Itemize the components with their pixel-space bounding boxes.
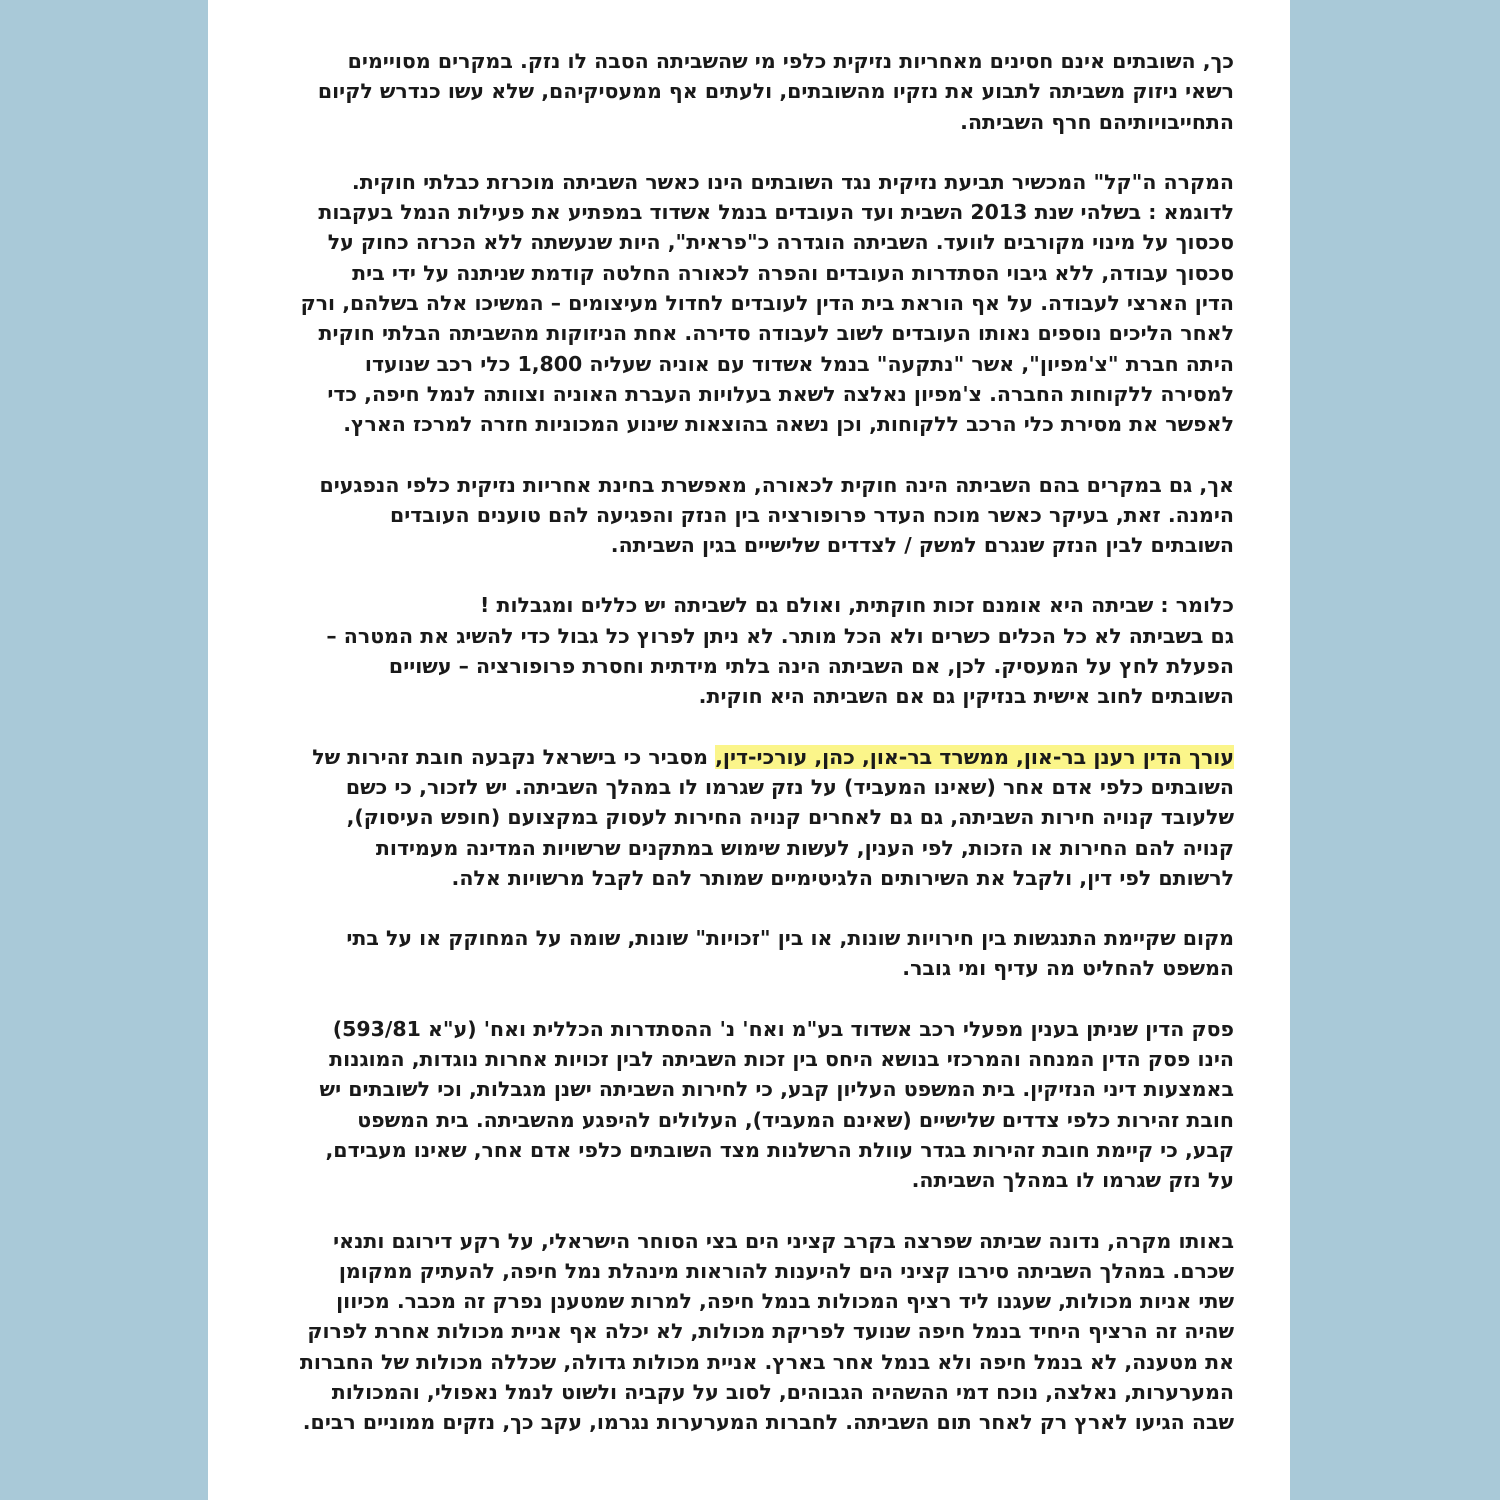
text-line: המערערות, נאלצה, נוכח דמי ההשהיה הגבוהים, לסוב על עקביה ולשוט לנמל נאפולי, והמכולות <box>331 1379 1234 1404</box>
text-line: המשפט להחליט מה עדיף ומי גובר. <box>902 956 1234 981</box>
paragraph-3 <box>256 470 1234 561</box>
text-line: קנויה להם החירות או הזכות, לפי הענין, לעשות שימוש במתקנים שרשויות המדינה מעמידות <box>375 835 1234 860</box>
paragraph-8 <box>256 1226 1234 1438</box>
text-line: לרשותם לפי דין, ולקבל את השירותים הלגיטימיים שמותר להם לקבל מרשויות אלה. <box>451 865 1234 890</box>
text-line: הימנה. זאת, בעיקר כאשר מוכח העדר פרופורציה בין הנזק והפגיעה להם טוענים העובדים <box>389 502 1234 527</box>
text-line: באותו מקרה, נדונה שביתה שפרצה בקרב קציני הים בצי הסוחר הישראלי, על רקע דירוגם ותנאי <box>333 1228 1234 1253</box>
text-line: רשאי ניזוק משביתה לתבוע את נזקיו מהשובתים, ולעתים אף ממעסיקיהם, שלא עשו כנדרש לקיום <box>317 79 1234 104</box>
text-line: שבה הגיעו לארץ רק לאחר תום השביתה. לחברות המערערות נגרמו, עקב כך, נזקים ממוניים רבים. <box>302 1410 1234 1435</box>
text-line: כלומר : שביתה היא אומנם זכות חוקתית, ואולם גם לשביתה יש כללים ומגבלות ! <box>480 593 1234 618</box>
text-line: למסירה ללקוחות החברה. צ'מפיון נאלצה לשאת בעלויות העברת האוניה וצוותה לנמל חיפה, כדי <box>327 381 1234 406</box>
paragraph-7 <box>256 1014 1234 1196</box>
highlighted-attorney-name: עורך הדין רענן בר-און, ממשרד בר-און, כהן, עורכי-דין, <box>715 744 1234 769</box>
text-line: אך, גם במקרים בהם השביתה הינה חוקית לכאורה, מאפשרת בחינת אחריות נזיקית כלפי הנפגעים <box>319 472 1234 497</box>
text-line: לאחר הליכים נוספים נאותו העובדים לשוב לעבודה סדירה. אחת הניזוקות מהשביתה הבלתי חוקית <box>318 321 1234 346</box>
text-line: התחייבויותיהם חרף השביתה. <box>960 109 1234 134</box>
text-run: מסביר כי בישראל נקבעה חובת זהירות של <box>312 744 716 769</box>
text-line: השובתים לחוב אישית בנזיקין גם אם השביתה היא חוקית. <box>698 684 1234 709</box>
text-line: המקרה ה"קל" המכשיר תביעת נזיקית נגד השובתים הינו כאשר השביתה מוכרזת כבלתי חוקית. <box>351 169 1234 194</box>
text-line: חובת זהירות כלפי צדדים שלישיים (שאינם המעביד), העלולים להיפגע מהשביתה. בית המשפט <box>357 1107 1234 1132</box>
text-line: שכרם. במהלך השביתה סירבו קציני הים להיענות להוראות מינהלת נמל חיפה, להעתיק ממקומן <box>338 1258 1234 1283</box>
text-line: שהיה זה הרציף היחיד בנמל חיפה שנועד לפריקת מכולות, לא יכלה אף אניית מכולות אחרת לפרוק <box>307 1319 1234 1344</box>
text-line: סכסוך על מינוי מקורבים לוועד. השביתה הוגדרה כ"פראית", היות שנעשתה ללא הכרזה כחוק על <box>327 230 1234 255</box>
paragraph-4 <box>256 590 1234 711</box>
text-line: שלעובד קנויה חירות השביתה, גם גם לאחרים קנויה החירות לעסוק במקצועם (חופש העיסוק), <box>346 805 1234 830</box>
text-line: הדין הארצי לעבודה. על אף הוראת בית הדין לעובדים לחדול מעיצומים – המשיכו אלה בשלהם, ורק <box>300 291 1234 316</box>
text-line: לדוגמא : בשלהי שנת 2013 השבית ועד העובדים בנמל אשדוד במפתיע את פעילות הנמל בעקבות <box>318 200 1234 225</box>
text-line: השובתים לבין הנזק שנגרם למשק / לצדדים שלישיים בגין השביתה. <box>610 533 1234 558</box>
paragraph-2 <box>256 167 1234 440</box>
paragraph-1 <box>256 46 1234 137</box>
text-line: באמצעות דיני הנזיקין. בית המשפט העליון קבע, כי לחירות השביתה ישנן מגבלות, וכי לשובתים יש <box>319 1077 1234 1102</box>
text-line: הפעלת לחץ על המעסיק. לכן, אם השביתה הינה בלתי מידתית וחסרת פרופורציה – עשויים <box>388 654 1234 679</box>
text-line: פסק הדין שניתן בענין מפעלי רכב אשדוד בע"מ ואח' נ' ההסתדרות הכללית ואח' (ע"א 593/81) <box>332 1016 1234 1041</box>
text-line: את מטענה, לא בנמל חיפה ולא בנמל אחר בארץ. אניית מכולות גדולה, שכללה מכולות של החברות <box>299 1349 1234 1374</box>
text-line: גם בשביתה לא כל הכלים כשרים ולא הכל מותר. לא ניתן לפרוץ כל גבול כדי להשיג את המטרה – <box>326 623 1234 648</box>
text-line: כך, השובתים אינם חסינים מאחריות נזיקית כלפי מי שהשביתה הסבה לו נזק. במקרים מסויימים <box>347 49 1234 73</box>
text-line <box>256 742 1234 772</box>
document-page <box>208 0 1290 1500</box>
paragraph-5 <box>256 742 1234 893</box>
text-line: היתה חברת "צ'מפיון", אשר "נתקעה" בנמל אשדוד עם אוניה שעליה 1,800 כלי רכב שנועדו <box>364 351 1234 376</box>
text-line: סכסוך עבודה, ללא גיבוי הסתדרות העובדים והפרה לכאורה החלטה קודמת שניתנה על ידי בית <box>352 260 1234 285</box>
paragraph-6 <box>256 923 1234 984</box>
text-line: קבע, כי קיימת חובת זהירות בגדר עוולת הרשלנות מצד השובתים כלפי אדם אחר, שאינו מעבידם, <box>325 1137 1234 1162</box>
text-line: על נזק שגרמו לו במהלך השביתה. <box>911 1168 1234 1193</box>
text-line: שתי אניות מכולות, שעגנו ליד רציף המכולות בנמל חיפה, למרות שמטענן נפרק זה מכבר. מכיוון <box>336 1289 1234 1314</box>
text-line: השובתים כלפי אדם אחר (שאינו המעביד) על נזק שגרמו לו במהלך השביתה. יש לזכור, כי כשם <box>345 774 1234 799</box>
text-line: לאפשר את מסירת כלי הרכב ללקוחות, וכן נשאה בהוצאות שינוע המכוניות חזרה למרכז הארץ. <box>343 412 1234 437</box>
text-line: מקום שקיימת התנגשות בין חירויות שונות, או בין "זכויות" שונות, שומה על המחוקק או על בתי <box>346 926 1234 951</box>
text-line: הינו פסק הדין המנחה והמרכזי בנושא היחס בין זכות השביתה לבין זכויות אחרות נוגדות, המוגנות <box>329 1047 1234 1072</box>
